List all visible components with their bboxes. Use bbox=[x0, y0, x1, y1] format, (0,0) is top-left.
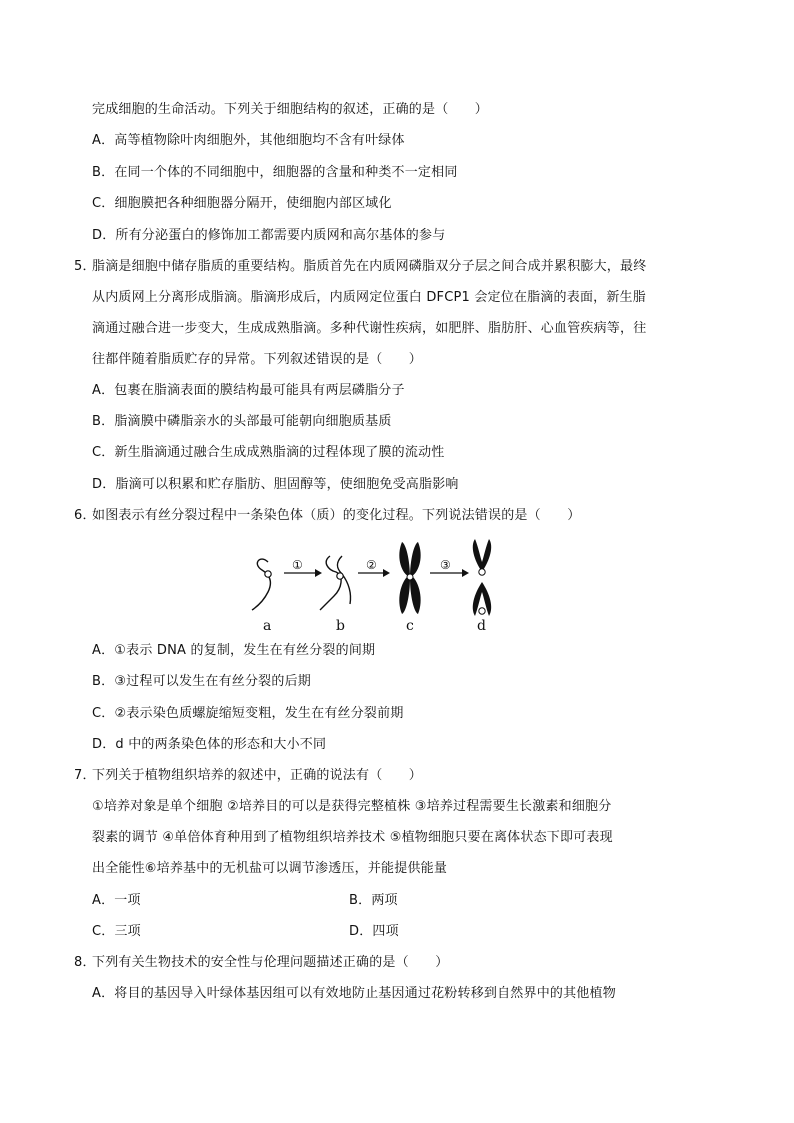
step-label-2: ② bbox=[366, 558, 377, 572]
q6-option-d: D．d 中的两条染色体的形态和大小不同 bbox=[92, 737, 327, 752]
q4-option-b: B．在同一个体的不同细胞中，细胞器的含量和种类不一定相同 bbox=[92, 165, 458, 180]
figure-label-a: a bbox=[263, 618, 272, 634]
q7-stem: 下列关于植物组织培养的叙述中，正确的说法有（ ） bbox=[92, 768, 423, 783]
q7-statements-line-2: 裂素的调节 ④单倍体育种用到了植物组织培养技术 ⑤植物细胞只要在离体状态下即可表现 bbox=[92, 830, 613, 845]
figure-label-c: c bbox=[406, 618, 414, 634]
q7-option-d: D．四项 bbox=[349, 924, 399, 939]
q5-option-b: B．脂滴膜中磷脂亲水的头部最可能朝向细胞质基质 bbox=[92, 414, 392, 429]
figure-label-b: b bbox=[336, 618, 345, 634]
q6-stem: 如图表示有丝分裂过程中一条染色体（质）的变化过程。下列说法错误的是（ ） bbox=[92, 508, 581, 523]
chromosome-c bbox=[399, 542, 420, 614]
q7-statements-line-3: 出全能性⑥培养基中的无机盐可以调节渗透压，并能提供能量 bbox=[92, 861, 448, 876]
step-label-1: ① bbox=[292, 558, 303, 572]
q6-option-a: A．①表示 DNA 的复制，发生在有丝分裂的间期 bbox=[92, 643, 376, 658]
q5-number: 5． bbox=[74, 259, 96, 274]
q4-option-a: A．高等植物除叶肉细胞外，其他细胞均不含有叶绿体 bbox=[92, 133, 405, 148]
q7-statements-line-1: ①培养对象是单个细胞 ②培养目的可以是获得完整植株 ③培养过程需要生长激素和细胞分 bbox=[92, 799, 612, 814]
chromosome-figure bbox=[248, 538, 508, 638]
step-label-3: ③ bbox=[440, 558, 451, 572]
chromosome-d bbox=[473, 539, 491, 616]
chromosome-diagram bbox=[248, 538, 508, 638]
arrow-1 bbox=[284, 569, 322, 577]
figure-label-d: d bbox=[477, 618, 486, 634]
q6-option-c: C．②表示染色质螺旋缩短变粗，发生在有丝分裂前期 bbox=[92, 706, 404, 721]
q5-stem-line-3: 滴通过融合进一步变大，生成成熟脂滴。多种代谢性疾病，如肥胖、脂肪肝、心血管疾病等，往 bbox=[92, 321, 647, 336]
q8-number: 8． bbox=[74, 955, 96, 970]
q7-option-a: A．一项 bbox=[92, 893, 141, 908]
q4-stem: 完成细胞的生命活动。下列关于细胞结构的叙述，正确的是（ ） bbox=[92, 102, 489, 117]
q5-stem-line-4: 往都伴随着脂质贮存的异常。下列叙述错误的是（ ） bbox=[92, 352, 423, 367]
q8-option-a: A．将目的基因导入叶绿体基因组可以有效地防止基因通过花粉转移到自然界中的其他植物 bbox=[92, 986, 616, 1001]
q7-number: 7． bbox=[74, 768, 96, 783]
q6-number: 6． bbox=[74, 508, 96, 523]
q5-stem-line-1: 脂滴是细胞中储存脂质的重要结构。脂质首先在内质网磷脂双分子层之间合成并累积膨大，最终 bbox=[92, 259, 647, 274]
q5-option-c: C．新生脂滴通过融合生成成熟脂滴的过程体现了膜的流动性 bbox=[92, 445, 445, 460]
q5-stem-line-2: 从内质网上分离形成脂滴。脂滴形成后，内质网定位蛋白 DFCP1 会定位在脂滴的表面，新生脂 bbox=[92, 290, 646, 305]
q4-option-c: C．细胞膜把各种细胞器分隔开，使细胞内部区域化 bbox=[92, 196, 392, 211]
q7-option-b: B．两项 bbox=[349, 893, 398, 908]
q6-option-b: B．③过程可以发生在有丝分裂的后期 bbox=[92, 674, 311, 689]
q5-option-a: A．包裹在脂滴表面的膜结构最可能具有两层磷脂分子 bbox=[92, 383, 405, 398]
q8-stem: 下列有关生物技术的安全性与伦理问题描述正确的是（ ） bbox=[92, 955, 449, 970]
q5-option-d: D．脂滴可以积累和贮存脂肪、胆固醇等，使细胞免受高脂影响 bbox=[92, 477, 459, 492]
q4-option-d: D．所有分泌蛋白的修饰加工都需要内质网和高尔基体的参与 bbox=[92, 228, 446, 243]
chromatin-a bbox=[252, 559, 271, 610]
q7-option-c: C．三项 bbox=[92, 924, 141, 939]
chromatin-b bbox=[320, 556, 351, 610]
